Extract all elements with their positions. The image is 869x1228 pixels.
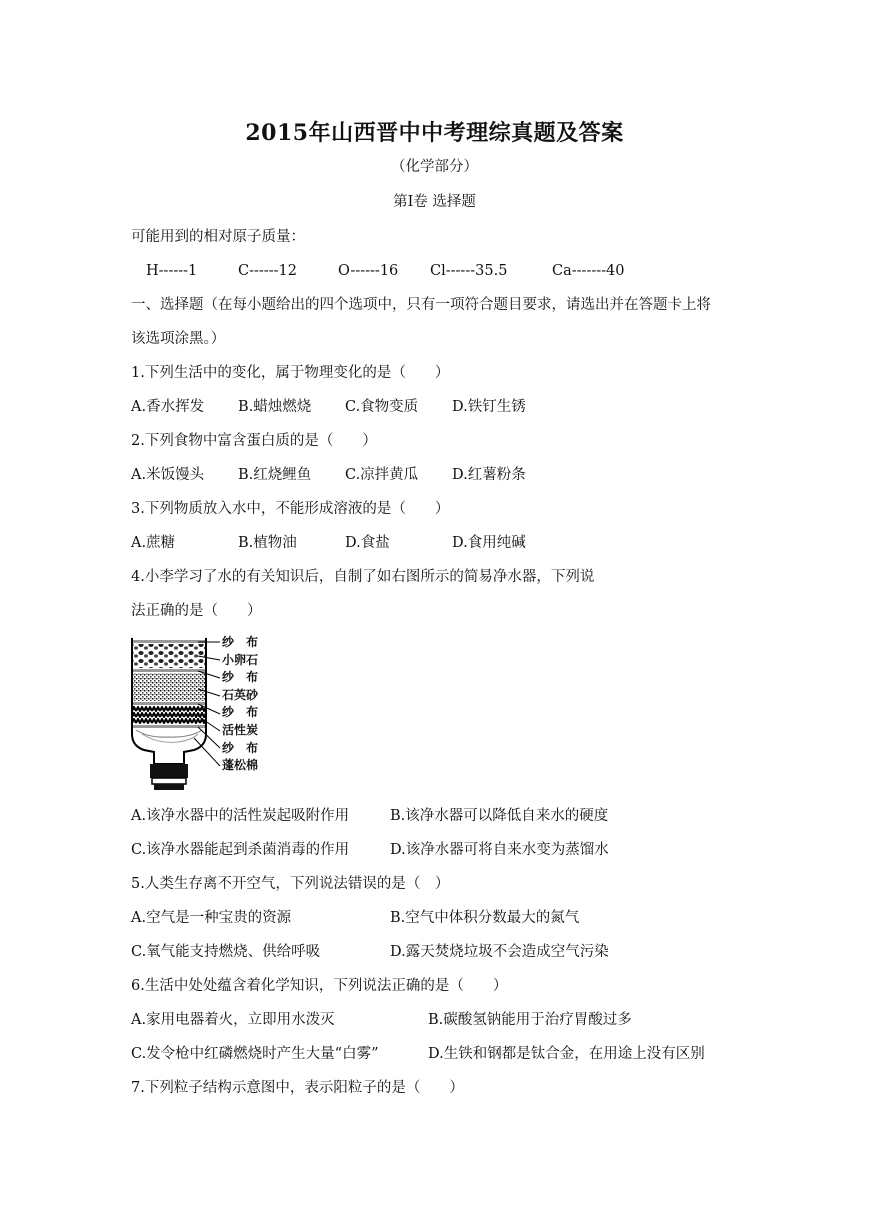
question-5-option-b: B.空气中体积分数最大的氮气	[390, 910, 580, 926]
water-purifier-figure	[128, 634, 268, 794]
question-1-option-c: C.食物变质	[345, 399, 419, 415]
question-7-stem: 7.下列粒子结构示意图中，表示阳粒子的是（ ）	[131, 1080, 464, 1096]
question-4-stem-line-1: 4.小李学习了水的有关知识后，自制了如右图所示的简易净水器，下列说	[131, 569, 595, 585]
question-6-option-d: D.生铁和钢都是钛合金，在用途上没有区别	[428, 1046, 705, 1062]
question-3-option-b: B.植物油	[238, 535, 297, 551]
question-6-stem: 6.生活中处处蕴含着化学知识，下列说法正确的是（ ）	[131, 978, 508, 994]
atomic-mass-item: C------12	[238, 263, 297, 279]
question-4-option-a: A.该净水器中的活性炭起吸附作用	[131, 808, 350, 824]
label-pebbles: 小卵石	[222, 652, 259, 667]
atomic-mass-item: Cl------35.5	[430, 263, 508, 279]
figure-label	[222, 634, 258, 775]
question-4-stem-line-2: 法正确的是（ ）	[131, 603, 262, 619]
question-2-option-b: B.红烧鲤鱼	[238, 467, 312, 483]
question-6-option-a: A.家用电器着火，立即用水泼灭	[131, 1012, 335, 1028]
question-1-stem: 1.下列生活中的变化，属于物理变化的是（ ）	[131, 365, 450, 381]
question-3-option-d: D.食用纯碱	[452, 535, 526, 551]
page-title: 2015年山西晋中中考理综真题及答案	[245, 120, 624, 146]
question-6-option-b: B.碳酸氢钠能用于治疗胃酸过多	[428, 1012, 632, 1028]
question-4-option-c: C.该净水器能起到杀菌消毒的作用	[131, 842, 350, 858]
question-4-option-d: D.该净水器可将自来水变为蒸馏水	[390, 842, 609, 858]
question-3-option-a: A.蔗糖	[131, 535, 176, 551]
label-gauze-1: 纱 布	[222, 635, 259, 649]
question-5-option-c: C.氧气能支持燃烧、供给呼吸	[131, 944, 321, 960]
question-5-option-d: D.露天焚烧垃圾不会造成空气污染	[390, 944, 609, 960]
question-6-option-c: C.发令枪中红磷燃烧时产生大量“白雾”	[131, 1046, 379, 1062]
atomic-mass-item: Ca-------40	[552, 263, 625, 279]
section-heading: 第Ⅰ卷 选择题	[393, 194, 476, 210]
label-cotton: 蓬松棉	[222, 758, 259, 773]
question-3-stem: 3.下列物质放入水中，不能形成溶液的是（ ）	[131, 501, 450, 517]
label-activated-carbon: 活性炭	[222, 722, 259, 737]
question-2-stem: 2.下列食物中富含蛋白质的是（ ）	[131, 433, 377, 449]
question-2-option-d: D.红薯粉条	[452, 467, 526, 483]
atomic-mass-heading: 可能用到的相对原子质量：	[131, 229, 305, 245]
instructions-line-2: 该选项涂黑。）	[131, 331, 226, 347]
atomic-mass-item: O------16	[338, 263, 399, 279]
question-2-option-a: A.米饭馒头	[131, 467, 205, 483]
question-5-stem: 5.人类生存离不开空气，下列说法错误的是（ ）	[131, 876, 450, 892]
label-quartz-sand: 石英砂	[222, 687, 259, 702]
question-3-option-c: D.食盐	[345, 535, 390, 551]
label-gauze-2: 纱 布	[222, 670, 259, 685]
question-1-option-a: A.香水挥发	[131, 399, 205, 415]
instructions-line-1: 一、选择题（在每小题给出的四个选项中，只有一项符合题目要求，请选出并在答题卡上将	[131, 297, 711, 313]
page-subtitle: （化学部分）	[391, 159, 478, 175]
question-4-option-b: B.该净水器可以降低自来水的硬度	[390, 808, 609, 824]
label-gauze-3: 纱 布	[222, 705, 259, 720]
question-1-option-d: D.铁钉生锈	[452, 399, 526, 415]
question-1-option-b: B.蜡烛燃烧	[238, 399, 312, 415]
question-5-option-a: A.空气是一种宝贵的资源	[131, 910, 292, 926]
atomic-mass-item: H------1	[146, 263, 198, 279]
question-2-option-c: C.凉拌黄瓜	[345, 467, 419, 483]
label-gauze-4: 纱 布	[222, 740, 259, 755]
